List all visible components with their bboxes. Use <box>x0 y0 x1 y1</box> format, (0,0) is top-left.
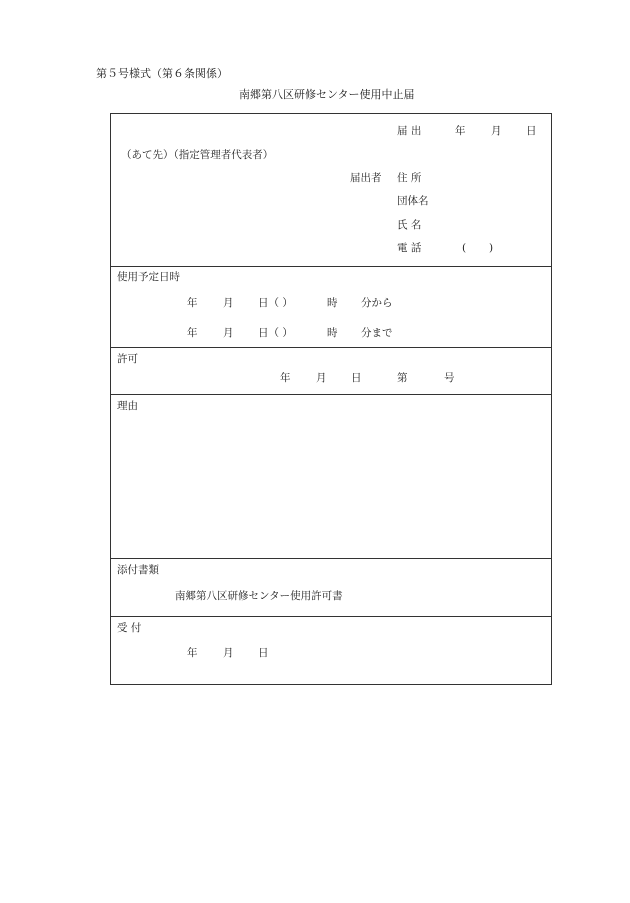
notification-month-field[interactable]: 月 <box>491 125 502 137</box>
applicant-name-field[interactable]: 氏 名 <box>397 219 422 231</box>
divider-reason <box>111 394 551 395</box>
addressee-label: （あて先）（指定管理者代表者） <box>121 149 274 161</box>
schedule-end-day: 日（ ） <box>258 327 293 339</box>
schedule-start-month: 月 <box>223 297 234 309</box>
form-number: 第５号様式（第６条関係） <box>96 67 228 80</box>
phone-paren-close: ) <box>489 242 494 254</box>
permission-number-prefix: 第 <box>397 372 408 384</box>
divider-schedule <box>111 266 551 267</box>
reception-day[interactable]: 日 <box>258 647 269 659</box>
schedule-end-month: 月 <box>223 327 234 339</box>
schedule-start-minute: 分から <box>361 297 393 309</box>
reception-year[interactable]: 年 <box>187 647 198 659</box>
reception-label: 受 付 <box>117 622 142 634</box>
notification-year-field[interactable]: 年 <box>455 125 466 137</box>
schedule-start-year: 年 <box>187 297 198 309</box>
form-table <box>110 113 552 685</box>
address-field[interactable]: 住 所 <box>397 172 422 184</box>
group-name-field[interactable]: 団体名 <box>397 195 429 207</box>
applicant-label: 届出者 <box>350 172 382 184</box>
notification-date-prefix: 届 出 <box>397 125 422 137</box>
schedule-start-day: 日（ ） <box>258 297 293 309</box>
phone-paren-open: ( <box>462 242 467 254</box>
page-title: 南郷第八区研修センター使用中止届 <box>239 88 415 101</box>
schedule-label: 使用予定日時 <box>117 271 180 283</box>
schedule-end-hour: 時 <box>327 327 338 339</box>
divider-permission <box>111 347 551 348</box>
permission-day[interactable]: 日 <box>351 372 362 384</box>
phone-field[interactable]: 電 話 <box>397 242 422 254</box>
permission-month[interactable]: 月 <box>316 372 327 384</box>
schedule-start-hour: 時 <box>327 297 338 309</box>
divider-reception <box>111 616 551 617</box>
schedule-end-year: 年 <box>187 327 198 339</box>
permission-number-suffix[interactable]: 号 <box>444 372 455 384</box>
schedule-end-minute: 分まで <box>361 327 393 339</box>
permission-label: 許可 <box>117 353 138 365</box>
permission-year[interactable]: 年 <box>280 372 291 384</box>
reason-label: 理由 <box>117 400 138 412</box>
attachment-document: 南郷第八区研修センター使用許可書 <box>175 590 343 602</box>
attachments-label: 添付書類 <box>117 564 159 576</box>
notification-day-field[interactable]: 日 <box>526 125 537 137</box>
reception-month[interactable]: 月 <box>223 647 234 659</box>
divider-attachments <box>111 558 551 559</box>
